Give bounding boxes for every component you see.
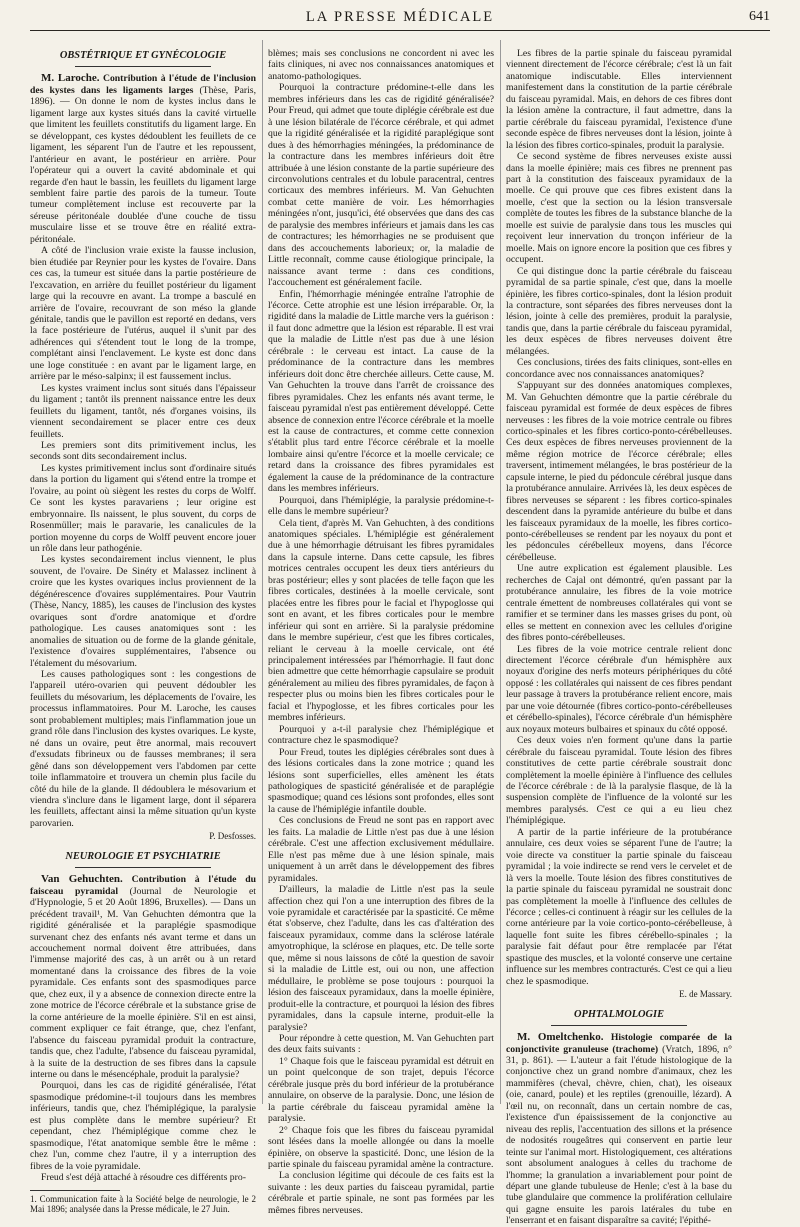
section-rule [75, 66, 211, 67]
paragraph: 2° Chaque fois que les fibres du faisceau pyramidal sont lésées dans la moelle allongée ou dans la moelle épinière, on observe la spasticité. Donc, une lésion de la partie spinale du faisceau pyramidal amène la contracture. [268, 1124, 494, 1170]
paragraph: Les kystes primitivement inclus sont d'ordinaire situés dans la portion du ligament qui s'étend entre la trompe et l'ovaire, au point où siègent les restes du corps de Wolff. Ce sont les kystes paravariens ; leur origine est embryonnaire. Ils naissent, le plus souvent, du corps de Rosenmüller; mais le paravarie, les canalicules de la portion moyenne du corps de Wolff peuvent encore jouer un rôle dans leur pathogénie. [30, 462, 256, 555]
article-title: Histologie comparée de la conjonctivite granuleuse (trachome) [506, 1032, 732, 1055]
column-right [506, 48, 732, 1227]
paragraph: Enfin, l'hémorrhagie méningée entraîne l'atrophie de l'écorce. Cette atrophie est une lésion irréparable. Or, la rigidité dans la maladie de Little marche vers la guérison : il faut donc admettre que la lésion est réparable. Il est vrai que la maladie de Little n'est pas due à une lésion cérébrale : le cerveau est intact. La cause de la prédominance de la contracture dans les membres inférieurs doit donc être cherchée ailleurs. Cette cause, M. Van Gehuchten la trouve dans l'arrêt de croissance des fibres pyramidales. Chez les enfants nés avant terme, le faisceau pyramidal n'est pas entièrement développé. Cette absence de connexion entre l'écorce cérébrale et la moelle est la cause de contractures, et comme cette connexion s'établit plus tard entre l'écorce cérébrale et la moelle lombaire ainsi qu'entre l'écorce et la moelle cervicale; ce retard dans la croissance des fibres pyramidales est également la cause de la prédominance de la contracture dans les membres inférieurs. [268, 288, 494, 495]
paragraph: Cela tient, d'après M. Van Gehuchten, à des conditions anatomiques spéciales. L'hémiplégie est généralement due à une hémorrhagie détruisant les fibres pyramidales dans la capsule interne. Dans cette capsule, les fibres motrices centrales occupent les deux tiers antérieurs du bras postérieur; elles y sont placées de telle façon que les fibres corticales, destinées à la moelle cervicale, sont placées entre les fibres pour le facial et l'hypoglosse qui sont en avant, et les fibres corticales pour le membre inférieur qui sont en arrière. Si la paralysie prédomine dans le membre supérieur, c'est que les fibres corticales, reliant le cerveau à la moelle cervicale, ont été principalement intéressées par l'hémorrhagie. Il faut donc bien admettre que cette hémorrhagie capsulaire se produit généralement au milieu des fibres pyramidales, de façon à respecter plus ou moins bien les fibres corticales pour le facial et l'hypoglosse, et les fibres corticales pour les membres inférieurs. [268, 517, 494, 724]
article-text: (Thèse, Paris, 1896). — On donne le nom de kystes inclus dans le ligament large aux kystes situés dans la cavité virtuelle que limitent les feuillets constitutifs du ligament large. En se développant, ces kystes dédoublent les feuillets de ce ligament, les séparent l'un de l'autre et les repoussent, l'antérieur en avant, le postérieur en arrière. Pour l'opérateur qui a ouvert la cavité abdominale et qui regarde d'en haut le bassin, les feuillets du ligament large semblent faire partie des parois de la tumeur. Toute tumeur complètement incluse est recouverte par la séreuse péritonéale doublée d'une couche de tissu musculaire lisse et se trouve être en réalité extra-péritonéale. [30, 84, 257, 245]
section-rule [551, 1025, 687, 1026]
paragraph: Ce second système de fibres nerveuses existe aussi dans la moelle épinière; mais ces fibres ne prennent pas part à la constitution des faisceaux pyramidaux de la moelle. Ce qui prouve que ces fibres existent dans la moelle, c'est que la section ou la lésion transversale complète de toutes les fibres de la substance blanche de la moelle est suivie de paralysie dans tous les muscles qui reçoivent leur innervation du tronçon inférieur de la moelle. Mais on ignore encore la position que ces fibres y occupent. [506, 151, 732, 266]
paragraph: Les fibres de la voie motrice centrale relient donc directement l'écorce cérébrale d'un hémisphère aux noyaux d'origine des nerfs moteurs périphériques du côté opposé : les collatérales qui naissent de ces fibres pendant leur passage à travers la protubérance relient encore, mais par une voie détournée (fibres cortico-ponto-cérébelleuses et cérébello-spinales), l'écorce cérébrale d'un hémisphère aux noyaux moteurs bulbaires et spinaux du côté opposé. [506, 643, 732, 735]
section-heading: OBSTÉTRIQUE ET GYNÉCOLOGIE [59, 50, 227, 61]
article-lead [506, 1032, 732, 1227]
article-lead [30, 874, 256, 1080]
page-header [30, 8, 770, 31]
paragraph: A côté de l'inclusion vraie existe la fausse inclusion, bien étudiée par Reynier pour les kystes de l'ovaire. Dans ces cas, la tumeur est située dans la partie postérieure de l'excavation, en arrière du feuillet postérieur du ligament large qui la recouvre en avant. La trompe a basculé en arrière de l'ovaire, recouvrant de son méso la glande génitale, tandis que le pavillon est reporté en dedans, vers la face postérieure de l'utérus, auquel il s'unit par des adhérences qui s'étendent tout le long de la trompe, complétant ainsi l'enclavement. Le kyste est donc dans une loge constituée : en avant par le ligament large, en arrière par le méso-salpinx; il est faussement inclus. [30, 245, 256, 383]
footnote: 1. Communication faite à la Société belge de neurologie, le 2 Mai 1896; analysée dans la Presse médicale, le 27 Juin. [30, 1193, 256, 1214]
paragraph: Freud s'est déjà attaché à résoudre ces différents pro- [41, 1172, 246, 1184]
paragraph: Les premiers sont dits primitivement inclus, les seconds sont dits secondairement inclus. [30, 439, 256, 463]
section-rule [75, 867, 211, 868]
article-author: M. Laroche. [41, 72, 100, 85]
article-lead [30, 73, 256, 245]
paragraph: Ces conclusions, tirées des faits cliniques, sont-elles en concordance avec nos connaissances anatomiques? [506, 357, 732, 380]
section-heading: NEUROLOGIE ET PSYCHIATRIE [65, 850, 221, 862]
paragraph: Pourquoi, dans les cas de rigidité généralisée, l'état spasmodique prédomine-t-il toujours dans les membres inférieurs, tandis que, chez l'hémiplégique, la paralysie est plus complète dans le membre supérieur? Et cependant, chez l'hémiplégique comme chez le spasmodique, l'état anatomique semble être le même : chez l'un, comme chez l'autre, il y a interruption des fibres de la voie pyramidale. [30, 1080, 256, 1172]
paragraph: Pour Freud, toutes les diplégies cérébrales sont dues à des lésions corticales dans la zone motrice ; quand les lésions sont superficielles, elles amènent les états pathologiques de spasticité généralisée et de paraplégie spasmodique; quand ces lésions sont profondes, elles sont la cause de l'hémiplégie infantile double. [268, 746, 494, 815]
section-heading: OPHTALMOLOGIE [573, 1008, 665, 1020]
signature: P. Desfosses. [209, 831, 256, 842]
column-divider [500, 40, 501, 1104]
column-middle [268, 48, 494, 1216]
article-author: M. Omeltchenko. [517, 1031, 604, 1044]
footnote-rule [30, 1190, 120, 1191]
paragraph: Les kystes vraiment inclus sont situés dans l'épaisseur du ligament ; tantôt ils prennent naissance entre les deux feuillets du ligament, tantôt, nés d'organes voisins, ils viennent secondairement se placer entre ces deux feuillets. [30, 382, 256, 440]
column-divider [262, 40, 263, 1104]
paragraph: 1° Chaque fois que le faisceau pyramidal est détruit en un point quelconque de son trajet, depuis l'écorce cérébrale jusque près du bord inférieur de la protubérance annulaire, on observe de la paralysie. Donc, une lésion de la partie cérébrale du faisceau pyramidal amène la paralysie. [268, 1055, 494, 1125]
paragraph: Pourquoi la contracture prédomine-t-elle dans les membres inférieurs dans les cas de rigidité généralisée? Pour Freud, qui admet que toute diplégie cérébrale est due à une lésion bilatérale de l'écorce cérébrale, et qui admet que la rigidité généralisée et la rigidité paraplégique sont dues à des hémorrhagies méningées, la prédominance de la contracture dans les membres inférieurs doit être attribuée à une lésion constante de la partie supérieure des circonvolutions centrales et du lobule paracentral, centres corticaux des membres inférieurs. M. Van Gehuchten combat cette manière de voir. Les hémorrhagies méningées n'ont, jusqu'ici, été observées que dans des cas de paralysie des membres inférieurs et jamais dans les cas de contractures; les hémorrhagies ne se produisent que dans des accouchements laborieux; or, la maladie de Little reconnaît, comme cause étiologique principale, la naissance avant terme : dans ces conditions, l'accouchement est généralement facile. [268, 82, 494, 289]
column-left [30, 48, 256, 1215]
page-number: 641 [749, 9, 770, 24]
paragraph: La conclusion légitime qui découle de ces faits est la suivante : les deux parties du faisceau pyramidal, partie cérébrale et partie spinale, ne sont pas formées par les mêmes fibres nerveuses. [268, 1170, 494, 1216]
paragraph: Pourquoi, dans l'hémiplégie, la paralysie prédomine-t-elle dans le membre supérieur? [268, 494, 494, 518]
journal-title: LA PRESSE MÉDICALE [305, 9, 495, 25]
paragraph: Ces deux voies n'en forment qu'une dans la partie cérébrale du faisceau pyramidal. Toute lésion des fibres constitutives de cette partie cérébrale soustrait donc complètement la moelle épinière à l'influence des cellules de l'écorce cérébrale : de là la paralysie flasque, de là la suspension complète de l'influence de la volonté sur les membres paralysés. C'est ce qui a eu lieu chez l'hémiplégique. [506, 735, 732, 827]
paragraph: A partir de la partie inférieure de la protubérance annulaire, ces deux voies se séparent l'une de l'autre; la voie directe va constituer la partie spinale du faisceau pyramidal ; la voie indirecte se rend vers le cervelet et de là vers la moelle. Toute lésion des fibres constitutives de la partie spinale du faisceau pyramidal ne soustrait donc pas complètement la moelle à l'influence des cellules de l'écorce ; celles-ci continuent à réagir sur les cellules de la corne antérieure par la voie cortico-ponto-cérébelleuse, à laquelle font suite les fibres cérébello-spinales ; la paralysie fait défaut pour être remplacée par l'état spastique des muscles, et la volonté conserve une certaine influence sur les membres contracturés. C'est ce qui a lieu chez le spasmodique. [506, 826, 732, 987]
signature: E. de Massary. [679, 989, 732, 1000]
article-title: Contribution à l'étude de l'inclusion des kystes dans les ligaments larges [30, 73, 257, 96]
paragraph: Une autre explication est également plausible. Les recherches de Cajal ont démontré, qu'en passant par la protubérance annulaire, les fibres de la voie motrice centrale émettent de nombreuses collatérales qui vont se ramifier et se terminer dans les masses grises du pont, où elles se mettent en connexion avec les cellules d'origine des fibres ponto-cérébelleuses. [506, 563, 732, 644]
paragraph: Les kystes secondairement inclus viennent, le plus souvent, de l'ovaire. De Sinéty et Malassez inclinent à croire que les kystes ovariques inclus proviennent de la dégénérescence d'ovaires supplémentaires. Pour Vautrin (Thèse, Nancy, 1885), les causes de l'inclusion des kystes ovariques sont d'ordre anatomique et d'ordre pathologique. Les causes anatomiques sont : les anomalies de situation ou de forme de la glande génitale, l'existence d'ovaires supplémentaires, l'absence ou l'étalement du mésovarium. [30, 554, 256, 669]
paragraph: D'ailleurs, la maladie de Little n'est pas la seule affection chez qui l'on a une interruption des fibres de la voie pyramidale et caractérisée par la spasticité. Ce même état s'observe, chez l'adulte, dans les cas d'altération des faisceaux pyramidaux, comme dans la sclérose latérale amyotrophique, la sclérose en plaques, etc. De telle sorte que, même si nous laissons de côté la question de savoir si la maladie de Little est, oui ou non, une affection médullaire, le problème se pose toujours : pourquoi la lésion des faisceaux pyramidaux, dans la moelle épinière, produit-elle la contracture, et pourquoi la lésion des fibres pyramidales, dans la capsule interne, produit-elle la paralysie? [268, 884, 494, 1033]
article-text: (Journal de Neurologie et d'Hypnologie, 5 et 20 Août 1896, Bruxelles). — Dans un précédent travail¹, M. Van Gehuchten démontra que la rigidité généralisée et la paraplégie spasmodique survenant chez des enfants nés avant terme et dans un accouchement normal doivent être attribuées, dans l'immense majorité des cas, à un arrêt ou à un retard momentané dans la croissance des fibres de la voie pyramidale. Ces enfants sont des spasmodiques parce que, chez eux, il y a absence de connexion directe entre la zone motrice de l'écorce cérébrale et la substance grise de la corne antérieure de la moelle épinière. S'il en est ainsi, comment expliquer ce fait étrange, que, chez l'enfant, l'absence du faisceau pyramidal produit la contracture, tandis que, chez l'adulte, l'absence du faisceau pyramidal, à la suite de la destruction de ses fibres dans la capsule interne ou dans le mésencéphale, produit la paralysie? [30, 885, 256, 1080]
paragraph: blèmes; mais ses conclusions ne concordent ni avec les faits cliniques, ni avec nos connaissances anatomiques et anatomo-pathologiques. [268, 48, 494, 82]
paragraph: Ces conclusions de Freud ne sont pas en rapport avec les faits. La maladie de Little n'est pas due à une lésion cérébrale. C'est une affection exclusivement médullaire. Elle n'est pas même due à une lésion spinale, mais uniquement à un arrêt dans le développement des fibres pyramidales. [268, 815, 494, 884]
paragraph: Pour répondre à cette question, M. Van Gehuchten part des deux faits suivants : [268, 1032, 494, 1056]
paragraph: S'appuyant sur des données anatomiques complexes, M. Van Gehuchten démontre que la partie cérébrale du faisceau pyramidal est formée de deux espèces de fibres nerveuses : les fibres de la voie motrice centrale ou fibres cortico-spinales et les fibres cortico-ponto-cérébelleuses. Ces deux espèces de fibres nerveuses proviennent de la même région motrice de l'écorce cérébrale; elles traversent, intimement mélangées, le bras postérieur de la capsule interne, le pied du pédoncule cérébral jusque dans la protubérance annulaire. Arrivées là, les deux espèces de fibres nerveuses se séparent : les fibres cortico-spinales descendent dans la pyramide antérieure du bulbe et dans les faisceaux pyramidaux de la moelle, les fibres cortico-ponto-cérébelleuses se rendent par les noyaux du pont et les pédoncules cérébelleux moyens, dans l'écorce cérébelleuse. [506, 380, 732, 563]
paragraph: Ce qui distingue donc la partie cérébrale du faisceau pyramidal de sa partie spinale, c'est que, dans la moelle épinière, les fibres cortico-spinales, dont la lésion produit la contracture, sont séparées des fibres nerveuses dont la lésion, jointe à celle des premières, produit la paralysie, tandis que, dans la partie cérébrale du faisceau pyramidal, les deux espèces de fibres nerveuses doivent être mélangées. [506, 265, 732, 357]
article-text: (Vratch, 1896, n° 31, p. 861). — L'auteur a fait l'étude histologique de la conjonctive chez un grand nombre d'animaux, chez les mammifères (cheval, chèvre, chien, chat), les oiseaux (oie, canard, poule) et les reptiles (grenouille, lézard). A l'œil nu, on reconnaît, dans un certain nombre de cas, l'existence d'un épaississement de la conjonctive au niveau des replis, l'accentuation des sillons et la présence de nodosités rougeâtres qui conservent en partie leur teinte sur l'animal mort. Histologiquement, ces altérations sont absolument analogues à celles du trachome de l'homme; la granulation a invariablement pour point de départ une glande tubuleuse de Henle; c'est à la base du tube glandulaire que commence la prolifération cellulaire qui gagne ensuite les parois latérales du tube en l'enserrant et en faisant disparaître sa cavité; l'épithé- [506, 1043, 733, 1227]
paragraph: Pourquoi y a-t-il paralysie chez l'hémiplégique et contracture chez le spasmodique? [268, 723, 494, 747]
paragraph: Les causes pathologiques sont : les congestions de l'appareil utéro-ovarien qui peuvent dédoubler les feuillets du mésovarium, les déplacements de l'ovaire, les processus inflammatoires. Pour M. Laroche, les causes sont probablement multiples; mais l'inflammation joue un grand rôle dans l'inclusion des kystes ovariques. Le kyste, né dans un ovaire, peut être anormal, mais recouvert d'exsudats fibrineux ou de fausses membranes; il sera gêné dans son développement vers l'abdomen par cette toile inflammatoire et trouvera un chemin plus facile du côté du hile de la glande. Il dédoublera le mésovarium et viendra s'inclure dans le ligament large, dont il séparera les feuillets, affectant ainsi la même situation qu'un kyste parovarien. [30, 669, 256, 829]
article-title: Contribution à l'étude du faisceau pyramidal [30, 874, 256, 897]
article-author: Van Gehuchten. [41, 873, 123, 886]
paragraph: Les fibres de la partie spinale du faisceau pyramidal viennent directement de l'écorce cérébrale; c'est là un fait anatomique indiscutable. Elles interviennent manifestement dans la constitution de la partie cérébrale du faisceau pyramidal. Mais, en dehors de ces fibres dont la lésion amène la contracture, il faut admettre, dans la partie cérébrale du faisceau pyramidal, l'existence d'une seconde espèce de fibres nerveuses dont la lésion, jointe à la lésion des fibres cortico-spinales, produit la paralysie. [506, 48, 732, 151]
